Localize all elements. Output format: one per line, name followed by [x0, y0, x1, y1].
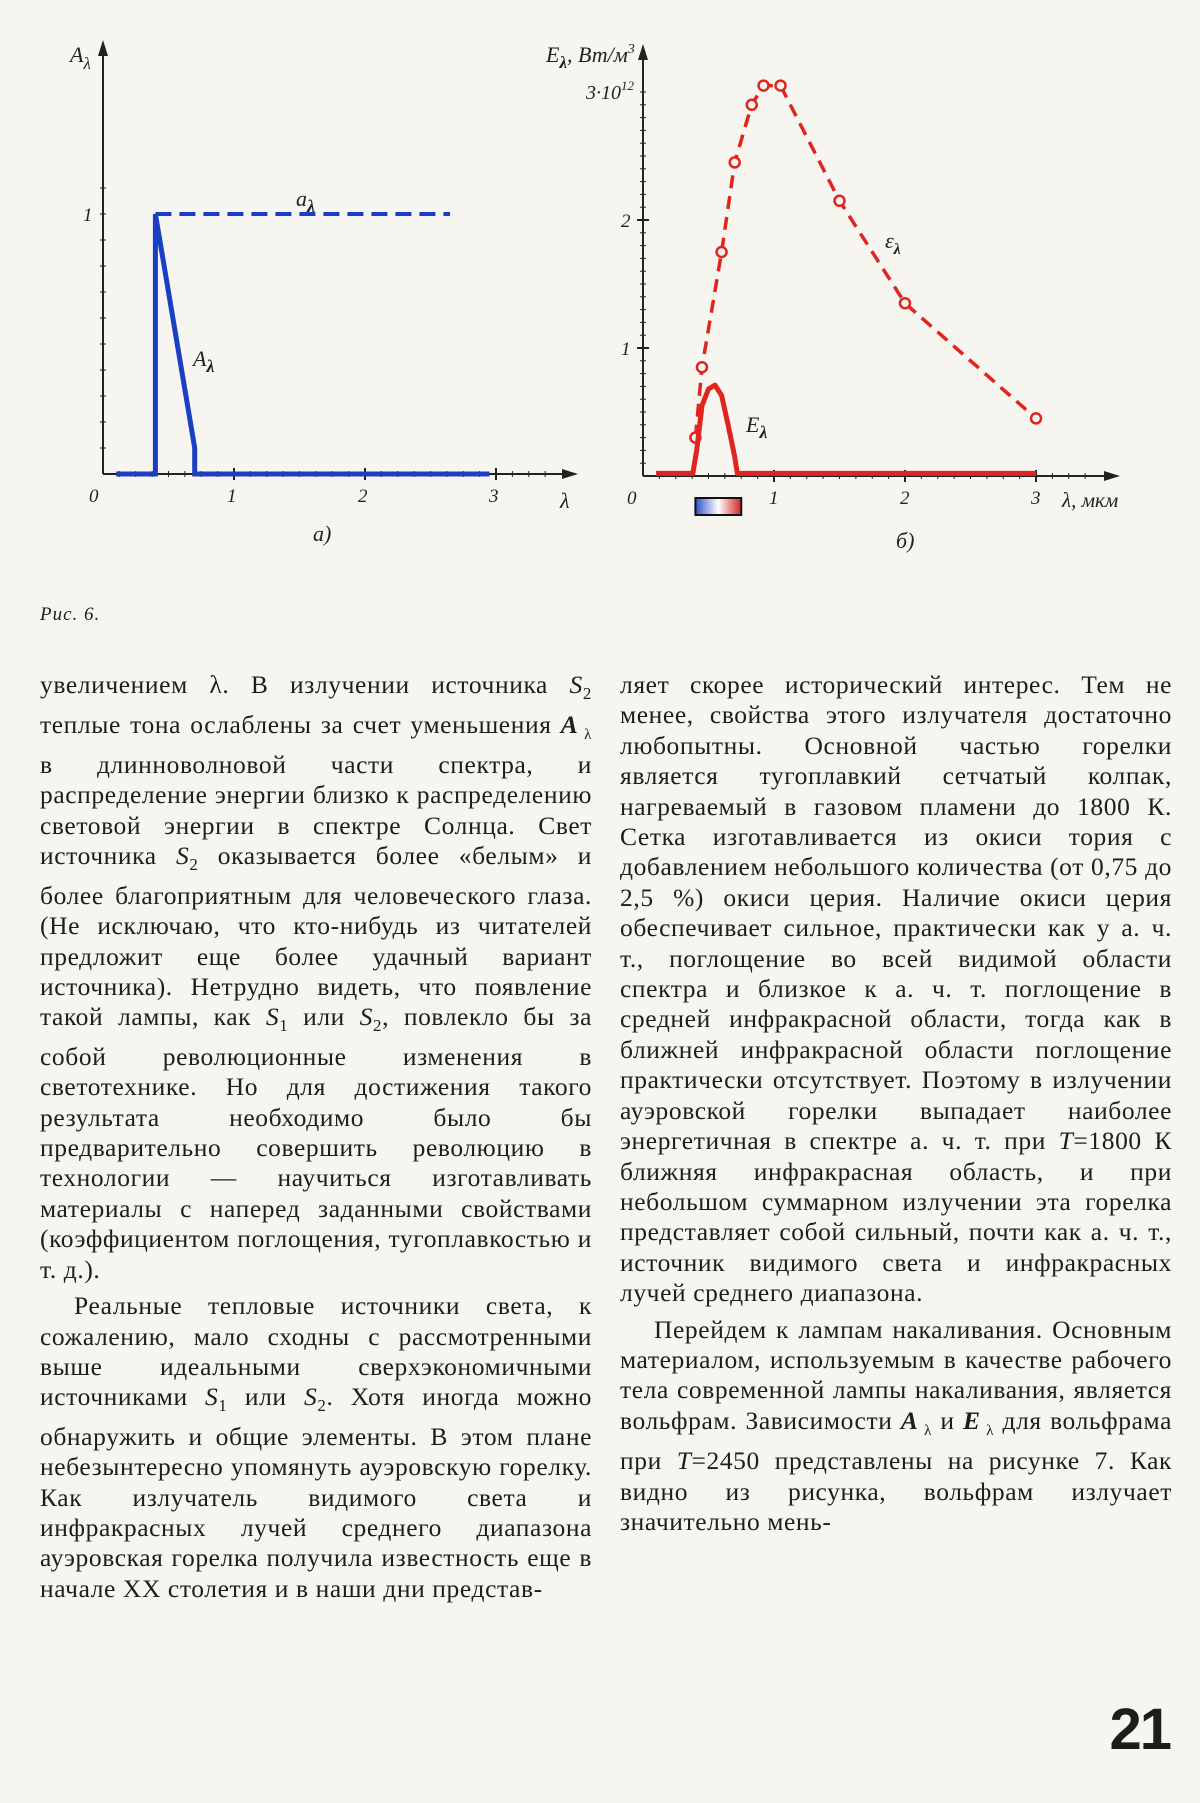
chart-b-x-tick-label: 3 [1031, 488, 1041, 509]
chart-b-legend-epsilon-lambda: $\varepsilon_\lambda$ [885, 228, 901, 258]
text-column-right [620, 670, 1172, 1537]
chart-b-x-tick-label: 1 [769, 488, 779, 509]
chart-a-y-axis-label: $A_\lambda$ [70, 42, 91, 73]
chart-b-series-epsilon-lambda-line [695, 86, 1036, 438]
figure-caption: Рис. 6. [40, 604, 101, 625]
chart-b-x-tick-label: 2 [900, 488, 910, 509]
chart-a-y-tick-label: 1 [83, 205, 93, 226]
chart-b-epsilon-point [759, 81, 769, 91]
page-number: 21 [1109, 1697, 1170, 1762]
figure-6 [0, 0, 1200, 600]
chart-a-x-tick-label: 1 [227, 486, 237, 507]
paragraph: Реальные тепловые источники света, к сожалению, мало сходны с рассмотренными выше идеальными сверхэкономичными источниками $S_1$ или $S_2$. Хотя иногда можно обнаружить и общие элементы. В этом плане небезынтересно упомянуть ауэровскую горелку. Как излучатель видимого света и инфракрасных лучей среднего диапазона ауэровская горелка получила известность еще в начале XX столетия и в наши дни представ- [40, 1291, 592, 1603]
chart-b-epsilon-point [747, 100, 757, 110]
chart-b-y-tick-label: 1 [621, 339, 631, 360]
chart-a-legend-A-lambda: $A_\lambda$ [193, 346, 215, 376]
chart-a-panel-label: а) [313, 521, 332, 546]
paragraph: увеличением λ. В излучении источника $S_2$ теплые тона ослаблены за счет уменьшения A $_\lambda$ в длинноволновой части спектра, и распределение энергии близко к распределению световой энергии в спектре Солнца. Свет источника $S_2$ оказывается более «белым» и более благоприятным для человеческого глаза. (Не исключаю, что кто-нибудь из читателей предложит еще более удачный вариант источника). Нетрудно видеть, что появление такой лампы, как $S_1$ или $S_2$, повлекло бы за собой революционные изменения в светотехнике. Но для достижения такого результата необходимо было бы предварительно совершить революцию в технологии — научиться изготавливать материалы с наперед заданными свойствами (коэффициентом поглощения, тугоплавкостью и т. д.). [40, 670, 592, 1284]
paragraph: Перейдем к лампам накаливания. Основным материалом, используемым в качестве рабочего тела современной лампы накаливания, является вольфрам. Зависимости A $_\lambda$ и E $_\lambda$ для вольфрама при T=2450 представлены на рисунке 7. Как видно из рисунка, вольфрам излучает значительно мень- [620, 1314, 1173, 1537]
chart-a-y-arrow [98, 40, 108, 56]
chart-b-epsilon-point [1031, 413, 1041, 423]
chart-a-x-arrow [562, 469, 578, 479]
chart-a-x-axis-label: λ [560, 488, 570, 513]
chart-a-x-tick-label: 0 [89, 486, 99, 507]
chart-b-y-axis-label: $E_\lambda$, $Вт/м^3$ [546, 42, 635, 72]
chart-b-series-E-lambda-line [656, 385, 1036, 473]
chart-b-y-arrow [638, 44, 648, 60]
chart-a-series-A-lambda-line [116, 214, 489, 474]
chart-b-y-tick-label: 2 [621, 211, 631, 232]
chart-b-panel-label: б) [896, 528, 915, 553]
chart-b-x-arrow [1104, 471, 1120, 481]
chart-b-epsilon-point [730, 157, 740, 167]
paragraph: ляет скорее исторический интерес. Тем не менее, свойства этого излучателя достаточно любопытны. Основной частью горелки является тугоплавкий сетчатый колпак, нагреваемый в газовом пламени до 1800 К. Сетка изготавливается из окиси тория с добавлением небольшого количества (от 0,75 до 2,5 %) окиси церия. Наличие окиси церия обеспечивает сильное, практически как у а. ч. т., поглощение во всей видимой области спектра и близкое к а. ч. т. поглощение в средней инфракрасной области, тогда как в ближней инфракрасной области поглощение практически отсутствует. Поэтому в излучении ауэровской горелки выпадает наиболее энергетичная в спектре а. ч. т. при T=1800 К ближняя инфракрасная область, и при небольшом суммарном излучении эта горелка представляет собой сильный, почти как а. ч. т., источник видимого света и инфракрасных лучей среднего диапазона. [620, 670, 1173, 1308]
chart-b-x-tick-label: 0 [627, 488, 637, 509]
chart-b [545, 42, 1120, 553]
chart-b-legend-E-lambda: $E_\lambda$ [746, 412, 768, 442]
chart-b-epsilon-point [697, 362, 707, 372]
chart-b-epsilon-point [835, 196, 845, 206]
text-column-left [40, 670, 592, 1604]
chart-b-epsilon-point [776, 81, 786, 91]
chart-a [68, 40, 578, 546]
chart-b-x-axis-label: λ, мкм [1062, 488, 1119, 512]
chart-b-visible-spectrum-bar [695, 498, 741, 515]
chart-b-epsilon-point [900, 298, 910, 308]
chart-b-y-top-label: $3\cdot 10^{12}$ [586, 78, 634, 104]
chart-a-x-tick-label: 3 [489, 486, 499, 507]
chart-a-legend-a-lambda: $a_\lambda$ [296, 186, 315, 216]
chart-b-epsilon-point [717, 247, 727, 257]
chart-a-x-tick-label: 2 [358, 486, 368, 507]
